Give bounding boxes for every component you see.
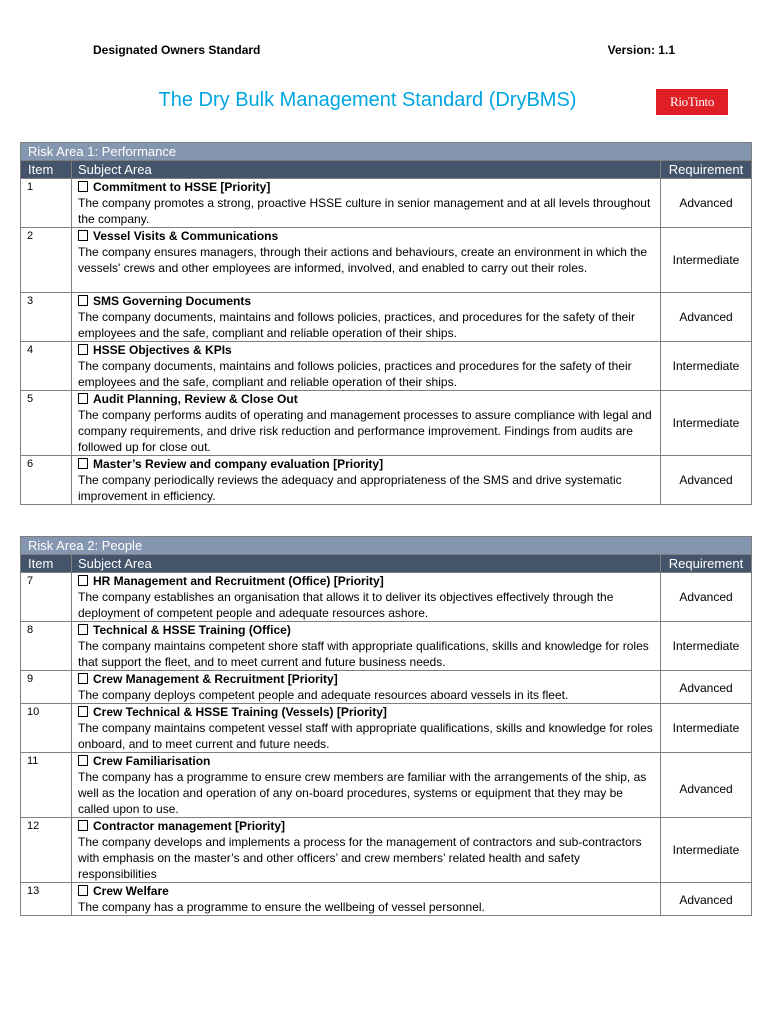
subject-title: Crew Familiarisation [93, 754, 211, 768]
risk-area-title: Risk Area 1: Performance [21, 143, 752, 161]
table-row [21, 179, 752, 228]
subject-cell [72, 622, 661, 671]
table-row [21, 228, 752, 293]
requirement-value: Advanced [661, 753, 752, 818]
subject-title: SMS Governing Documents [93, 294, 252, 308]
subject-title: Crew Welfare [93, 884, 169, 898]
requirement-value: Intermediate [661, 391, 752, 456]
item-number: 11 [21, 753, 72, 818]
item-number: 3 [21, 293, 72, 342]
subject-description: The company maintains competent shore staff with appropriate qualifications, skills and knowledge for roles that support the fleet, and to meet current and future business needs. [78, 639, 649, 669]
subject-title: HR Management and Recruitment (Office) [Priority] [93, 574, 384, 588]
subject-title: Vessel Visits & Communications [93, 229, 279, 243]
checkbox-icon[interactable] [78, 673, 88, 684]
subject-description: The company documents, maintains and follows policies, practices and procedures for the safety of their employees and the safe, compliant and reliable operation of their ships. [78, 359, 632, 389]
table-row [21, 704, 752, 753]
subject-title: Commitment to HSSE [Priority] [93, 180, 271, 194]
requirement-column-header: Requirement [661, 161, 752, 179]
requirement-value: Advanced [661, 293, 752, 342]
subject-description: The company ensures managers, through their actions and behaviours, create an environment in which the vessels' crews and other employees are informed, involved, and enabled to carry out their roles. [78, 245, 647, 275]
item-number: 4 [21, 342, 72, 391]
checkbox-icon[interactable] [78, 393, 88, 404]
checkbox-icon[interactable] [78, 575, 88, 586]
subject-description: The company deploys competent people and adequate resources aboard vessels in its fleet. [78, 688, 569, 702]
requirement-value: Advanced [661, 179, 752, 228]
subject-cell [72, 391, 661, 456]
page-title: The Dry Bulk Management Standard (DryBMS) [158, 89, 577, 111]
risk-area-title: Risk Area 2: People [21, 537, 752, 555]
table-row [21, 622, 752, 671]
risk-area-1-table [20, 142, 752, 505]
subject-description: The company maintains competent vessel staff with appropriate qualifications, skills and knowledge for roles onboard, and to meet current and future needs. [78, 721, 653, 751]
risk-area-header [21, 143, 752, 161]
requirement-column-header: Requirement [661, 555, 752, 573]
subject-cell [72, 818, 661, 883]
subject-cell [72, 883, 661, 916]
checkbox-icon[interactable] [78, 624, 88, 635]
subject-column-header: Subject Area [72, 161, 661, 179]
subject-title: Technical & HSSE Training (Office) [93, 623, 291, 637]
checkbox-icon[interactable] [78, 181, 88, 192]
checkbox-icon[interactable] [78, 458, 88, 469]
requirement-value: Intermediate [661, 704, 752, 753]
subject-cell [72, 342, 661, 391]
item-number: 13 [21, 883, 72, 916]
checkbox-icon[interactable] [78, 706, 88, 717]
subject-description: The company has a programme to ensure the wellbeing of vessel personnel. [78, 900, 485, 914]
subject-title: Crew Management & Recruitment [Priority] [93, 672, 338, 686]
checkbox-icon[interactable] [78, 230, 88, 241]
table-row [21, 456, 752, 505]
table-row [21, 573, 752, 622]
item-number: 7 [21, 573, 72, 622]
table-row [21, 342, 752, 391]
subject-title: Audit Planning, Review & Close Out [93, 392, 298, 406]
checkbox-icon[interactable] [78, 755, 88, 766]
table-row [21, 818, 752, 883]
table-row [21, 293, 752, 342]
subject-cell [72, 573, 661, 622]
subject-description: The company promotes a strong, proactive HSSE culture in senior management and at all levels throughout the company. [78, 196, 651, 226]
item-column-header: Item [21, 161, 72, 179]
subject-cell [72, 293, 661, 342]
subject-description: The company documents, maintains and follows policies, practices, and procedures for the safety of their employees and the safe, compliant and reliable operation of their ships. [78, 310, 635, 340]
subject-cell [72, 228, 661, 293]
subject-title: Master’s Review and company evaluation [Priority] [93, 457, 384, 471]
table-row [21, 391, 752, 456]
item-number: 10 [21, 704, 72, 753]
item-number: 9 [21, 671, 72, 704]
subject-description: The company establishes an organisation that allows it to deliver its objectives effectively through the deployment of competent people and adequate resources ashore. [78, 590, 614, 620]
requirement-value: Intermediate [661, 342, 752, 391]
subject-description: The company has a programme to ensure crew members are familiar with the arrangements of the ship, as well as the location and operation of any on-board procedures, systems or equipment that they may be called upon to use. [78, 770, 647, 816]
item-number: 2 [21, 228, 72, 293]
item-column-header: Item [21, 555, 72, 573]
table-row [21, 883, 752, 916]
item-number: 6 [21, 456, 72, 505]
requirement-value: Advanced [661, 883, 752, 916]
item-number: 8 [21, 622, 72, 671]
checkbox-icon[interactable] [78, 295, 88, 306]
requirement-value: Intermediate [661, 818, 752, 883]
subject-description: The company performs audits of operating and management processes to assure compliance with legal and company requirements, and drive risk reduction and performance improvement. Findings from audits are followed up for close out. [78, 408, 652, 454]
item-number: 12 [21, 818, 72, 883]
version-label: Version: 1.1 [607, 43, 675, 57]
risk-area-2-table [20, 536, 752, 916]
requirement-value: Intermediate [661, 228, 752, 293]
subject-column-header: Subject Area [72, 555, 661, 573]
checkbox-icon[interactable] [78, 885, 88, 896]
subject-title: Contractor management [Priority] [93, 819, 286, 833]
item-number: 5 [21, 391, 72, 456]
subject-description: The company develops and implements a process for the management of contractors and sub-contractors with emphasis on the master’s and other officers’ and crew members’ related health and safety responsibilities [78, 835, 642, 881]
risk-area-header [21, 537, 752, 555]
table-row [21, 671, 752, 704]
requirement-value: Advanced [661, 671, 752, 704]
requirement-value: Advanced [661, 456, 752, 505]
column-header-row [21, 161, 752, 179]
column-header-row [21, 555, 752, 573]
checkbox-icon[interactable] [78, 820, 88, 831]
riotinto-logo: RioTinto [656, 89, 728, 115]
document-name: Designated Owners Standard [93, 43, 261, 57]
subject-title: HSSE Objectives & KPIs [93, 343, 232, 357]
requirement-value: Intermediate [661, 622, 752, 671]
subject-cell [72, 704, 661, 753]
subject-description: The company periodically reviews the adequacy and appropriateness of the SMS and drive systematic improvement in efficiency. [78, 473, 622, 503]
subject-cell [72, 179, 661, 228]
subject-cell [72, 456, 661, 505]
subject-title: Crew Technical & HSSE Training (Vessels) [Priority] [93, 705, 387, 719]
requirement-value: Advanced [661, 573, 752, 622]
table-row [21, 753, 752, 818]
checkbox-icon[interactable] [78, 344, 88, 355]
subject-cell [72, 753, 661, 818]
item-number: 1 [21, 179, 72, 228]
subject-cell [72, 671, 661, 704]
